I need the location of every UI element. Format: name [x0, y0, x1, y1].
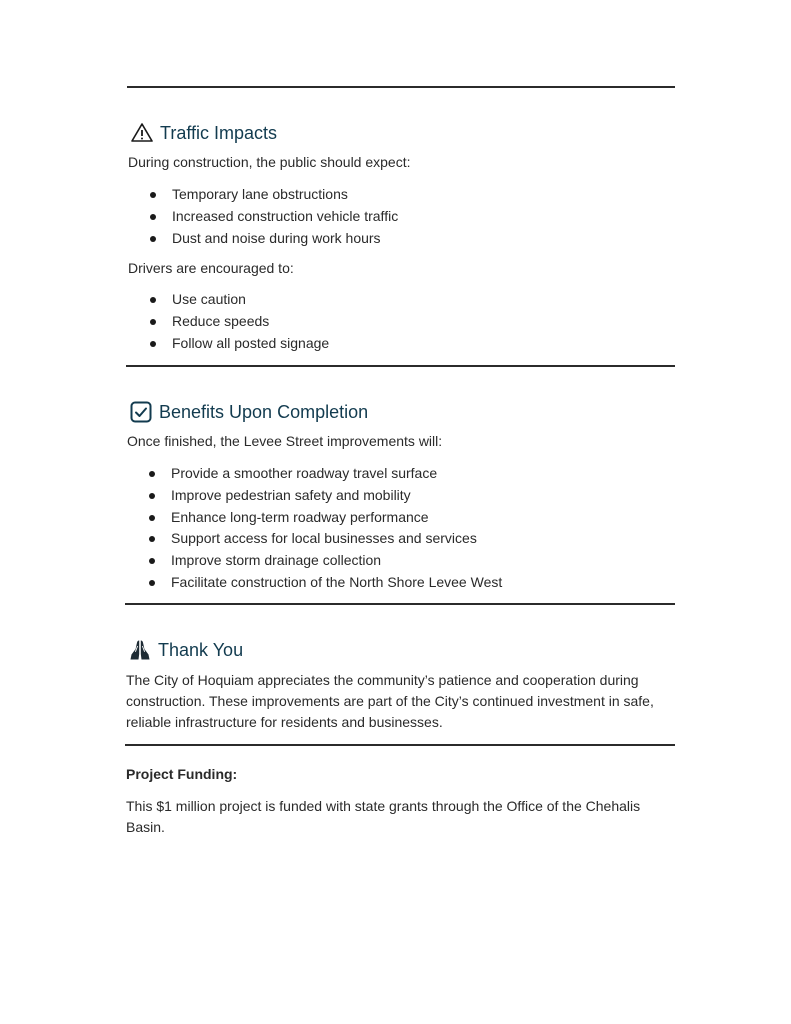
benefits-intro: Once finished, the Levee Street improvements will:	[127, 433, 443, 449]
bullet-dot	[150, 341, 156, 347]
bullet-dot	[149, 493, 155, 499]
list-item: Dust and noise during work hours	[128, 228, 398, 250]
traffic-impacts-heading	[130, 121, 277, 145]
list-item: Temporary lane obstructions	[128, 184, 398, 206]
funding-paragraph	[126, 796, 686, 838]
list-item: Facilitate construction of the North Shore Levee West	[127, 572, 502, 594]
bullet-dot	[149, 580, 155, 586]
section-title-text: Traffic Impacts	[160, 122, 278, 143]
list-item: Enhance long-term roadway performance	[127, 507, 502, 529]
checkbox-icon	[129, 400, 153, 424]
paragraph-line: reliable infrastructure for residents and businesses.	[126, 714, 443, 730]
section-title-text: Benefits Upon Completion	[159, 401, 369, 422]
benefits-list	[127, 463, 502, 594]
bullet-dot	[149, 536, 155, 542]
bullet-dot	[150, 297, 156, 303]
list-item: Improve pedestrian safety and mobility	[127, 485, 502, 507]
funding-heading: Project Funding:	[126, 766, 238, 782]
paragraph-line: Basin.	[126, 819, 165, 835]
paragraph-line: This $1 million project is funded with state grants through the Office of the Chehalis	[126, 798, 641, 814]
praying-hands-icon	[128, 638, 152, 662]
list-item: Use caution	[128, 289, 329, 311]
divider-benefits	[125, 603, 675, 605]
divider-thanks	[125, 744, 675, 746]
paragraph-line: construction. These improvements are part of the City’s continued investment in safe,	[126, 693, 654, 709]
divider-traffic	[126, 365, 675, 367]
bullet-dot	[149, 515, 155, 521]
thank-you-paragraph	[126, 670, 686, 733]
thank-you-heading	[128, 638, 243, 662]
list-item: Follow all posted signage	[128, 333, 329, 355]
drivers-intro: Drivers are encouraged to:	[128, 260, 294, 276]
divider-top	[127, 86, 675, 88]
bullet-dot	[149, 558, 155, 564]
list-item: Support access for local businesses and services	[127, 528, 502, 550]
list-item: Reduce speeds	[128, 311, 329, 333]
paragraph-line: The City of Hoquiam appreciates the community’s patience and cooperation during	[126, 672, 639, 688]
warning-icon	[130, 121, 154, 145]
bullet-dot	[150, 192, 156, 198]
bullet-dot	[150, 214, 156, 220]
benefits-heading	[129, 400, 368, 424]
list-item: Provide a smoother roadway travel surface	[127, 463, 502, 485]
bullet-dot	[149, 471, 155, 477]
traffic-intro: During construction, the public should expect:	[128, 154, 411, 170]
section-title-text: Thank You	[158, 639, 244, 660]
bullet-dot	[150, 319, 156, 325]
expect-list	[128, 184, 398, 249]
list-item: Improve storm drainage collection	[127, 550, 502, 572]
list-item: Increased construction vehicle traffic	[128, 206, 398, 228]
drivers-list	[128, 289, 329, 354]
bullet-dot	[150, 236, 156, 242]
